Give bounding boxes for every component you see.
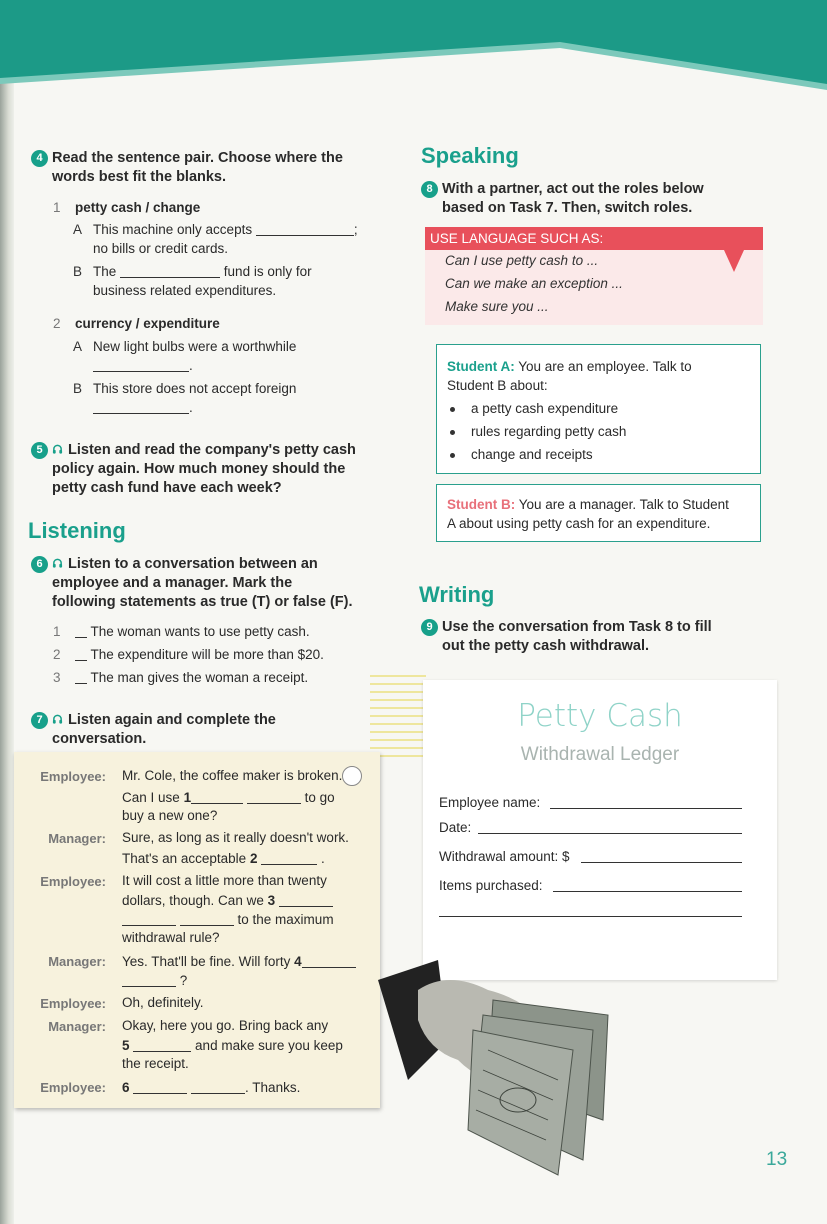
bullet-item: a petty cash expenditure <box>471 401 619 416</box>
conversation-line: Sure, as long as it really doesn't work. <box>122 830 349 845</box>
task-5-instruction: 5 Listen and read the company's petty cash policy again. How much money should the petty cash fund have each week? <box>31 441 376 498</box>
conversation-line: Yes. That'll be fine. Will forty 4 <box>122 953 356 969</box>
items-purchased-line[interactable] <box>553 891 742 892</box>
conversation-line: It will cost a little more than twenty <box>122 873 327 888</box>
bullet-item: change and receipts <box>471 447 593 462</box>
answer-blank[interactable] <box>256 221 354 236</box>
student-a-box: Student A: You are an employee. Talk to Student B about: a petty cash expenditure rules regarding petty cash change and receipts <box>436 344 761 474</box>
statement-2: 2 The expenditure will be more than $20. <box>53 647 324 662</box>
conversation-line: to the maximum <box>122 911 334 927</box>
speaker-label: Employee: <box>40 769 106 784</box>
speaker-label: Manager: <box>48 954 106 969</box>
language-phrase: Can I use petty cash to ... <box>445 253 599 268</box>
petty-cash-ledger <box>423 680 777 980</box>
conversation-line: dollars, though. Can we 3 <box>122 892 333 908</box>
student-b-label: Student B: <box>447 497 516 512</box>
speaker-label: Employee: <box>40 874 106 889</box>
answer-blank[interactable] <box>93 357 189 372</box>
item-1-sentence-a: A This machine only accepts ; no bills or credit cards. <box>73 222 358 256</box>
ledger-subtitle: Withdrawal Ledger <box>520 744 680 765</box>
headphones-icon <box>52 713 63 725</box>
conversation-line: Okay, here you go. Bring back any <box>122 1018 329 1033</box>
task-number-badge: 7 <box>31 712 48 729</box>
task-9-instruction: 9 Use the conversation from Task 8 to fill out the petty cash withdrawal. <box>421 618 766 656</box>
task-6-instruction: 6 Listen to a conversation between an employee and a manager. Mark the following statements as true (T) or false (F). <box>31 555 381 612</box>
page-number: 13 <box>766 1149 788 1170</box>
item-1-title: 1 petty cash / change <box>53 200 201 215</box>
language-phrase: Make sure you ... <box>445 299 549 314</box>
conversation-line: the receipt. <box>122 1056 189 1071</box>
speaker-label: Manager: <box>48 831 106 846</box>
answer-blank[interactable] <box>120 263 220 278</box>
task-8-instruction: 8 With a partner, act out the roles below based on Task 7. Then, switch roles. <box>421 180 766 218</box>
answer-blank[interactable] <box>191 789 243 804</box>
statement-1: 1 The woman wants to use petty cash. <box>53 624 310 639</box>
answer-blank[interactable] <box>261 850 317 865</box>
answer-blank[interactable] <box>247 789 301 804</box>
instruction-line: words best fit the blanks. <box>52 169 227 185</box>
task-number-badge: 4 <box>31 150 48 167</box>
language-phrase: Can we make an exception ... <box>445 276 623 291</box>
conversation-line: buy a new one? <box>122 808 218 823</box>
item-2-sentence-b: B This store does not accept foreign . <box>73 381 297 415</box>
language-box <box>425 227 763 325</box>
headphones-icon <box>52 443 63 455</box>
tf-blank[interactable] <box>75 623 87 638</box>
answer-blank[interactable] <box>133 1079 187 1094</box>
answer-blank[interactable] <box>180 911 234 926</box>
speaker-label: Employee: <box>40 996 106 1011</box>
notebook-lines-decoration <box>370 672 426 762</box>
item-2-sentence-a: A New light bulbs were a worthwhile . <box>73 339 297 373</box>
items-purchased-line-2[interactable] <box>439 916 742 917</box>
student-a-label: Student A: <box>447 359 515 374</box>
speaking-header: Speaking <box>421 143 519 168</box>
listening-header: Listening <box>28 518 126 543</box>
item-2-title: 2 currency / expenditure <box>53 316 220 331</box>
conversation-line: That's an acceptable 2 . <box>122 851 325 866</box>
ring-hole-icon <box>342 766 362 786</box>
bullet-item: rules regarding petty cash <box>471 424 627 439</box>
answer-blank[interactable] <box>122 972 176 987</box>
conversation-line: withdrawal rule? <box>122 930 220 945</box>
conversation-note <box>14 752 380 1108</box>
conversation-line: 5 and make sure you keep <box>122 1038 343 1053</box>
book-spine <box>0 0 14 1224</box>
language-box-heading: USE LANGUAGE SUCH AS: <box>425 227 763 250</box>
answer-blank[interactable] <box>93 399 189 414</box>
task-7-instruction: 7 Listen again and complete the conversation. <box>31 711 351 749</box>
task-number-badge: 8 <box>421 181 438 198</box>
tf-blank[interactable] <box>75 646 87 661</box>
employee-name-label: Employee name: <box>439 795 541 810</box>
withdrawal-amount-label: Withdrawal amount: $ <box>439 849 570 864</box>
flag-tab-icon <box>724 250 744 272</box>
speaker-label: Employee: <box>40 1080 106 1095</box>
date-label: Date: <box>439 820 472 835</box>
conversation-line: Can I use 1 to go <box>122 790 335 805</box>
hand-with-cash-icon <box>378 960 638 1180</box>
bullet-icon <box>450 453 455 458</box>
employee-name-line[interactable] <box>550 808 742 809</box>
ledger-title: Petty Cash <box>517 698 683 734</box>
answer-blank[interactable] <box>302 953 356 968</box>
headphones-icon <box>52 557 63 569</box>
conversation-line: Oh, definitely. <box>122 995 204 1010</box>
instruction-line: Read the sentence pair. Choose where the <box>52 150 343 166</box>
conversation-line: ? <box>122 972 187 988</box>
date-line[interactable] <box>478 833 742 834</box>
task-number-badge: 5 <box>31 442 48 459</box>
statement-3: 3 The man gives the woman a receipt. <box>53 670 309 685</box>
answer-blank[interactable] <box>122 911 176 926</box>
header-banner <box>0 0 827 95</box>
writing-header: Writing <box>419 582 495 607</box>
withdrawal-amount-line[interactable] <box>581 862 742 863</box>
speaker-label: Manager: <box>48 1019 106 1034</box>
task-number-badge: 9 <box>421 619 438 636</box>
tf-blank[interactable] <box>75 669 87 684</box>
bullet-icon <box>450 430 455 435</box>
task-4-instruction <box>31 149 376 187</box>
bullet-icon <box>450 407 455 412</box>
conversation-line: 6 . Thanks. <box>122 1080 301 1095</box>
student-b-box: Student B: You are a manager. Talk to Student A about using petty cash for an expenditure. <box>436 484 761 542</box>
conversation-line: Mr. Cole, the coffee maker is broken. <box>122 768 343 783</box>
items-purchased-label: Items purchased: <box>439 878 543 893</box>
answer-blank[interactable] <box>133 1037 191 1052</box>
task-number-badge: 6 <box>31 556 48 573</box>
item-1-sentence-b: B The fund is only for business related expenditures. <box>73 264 312 298</box>
answer-blank[interactable] <box>279 892 333 907</box>
answer-blank[interactable] <box>191 1079 245 1094</box>
